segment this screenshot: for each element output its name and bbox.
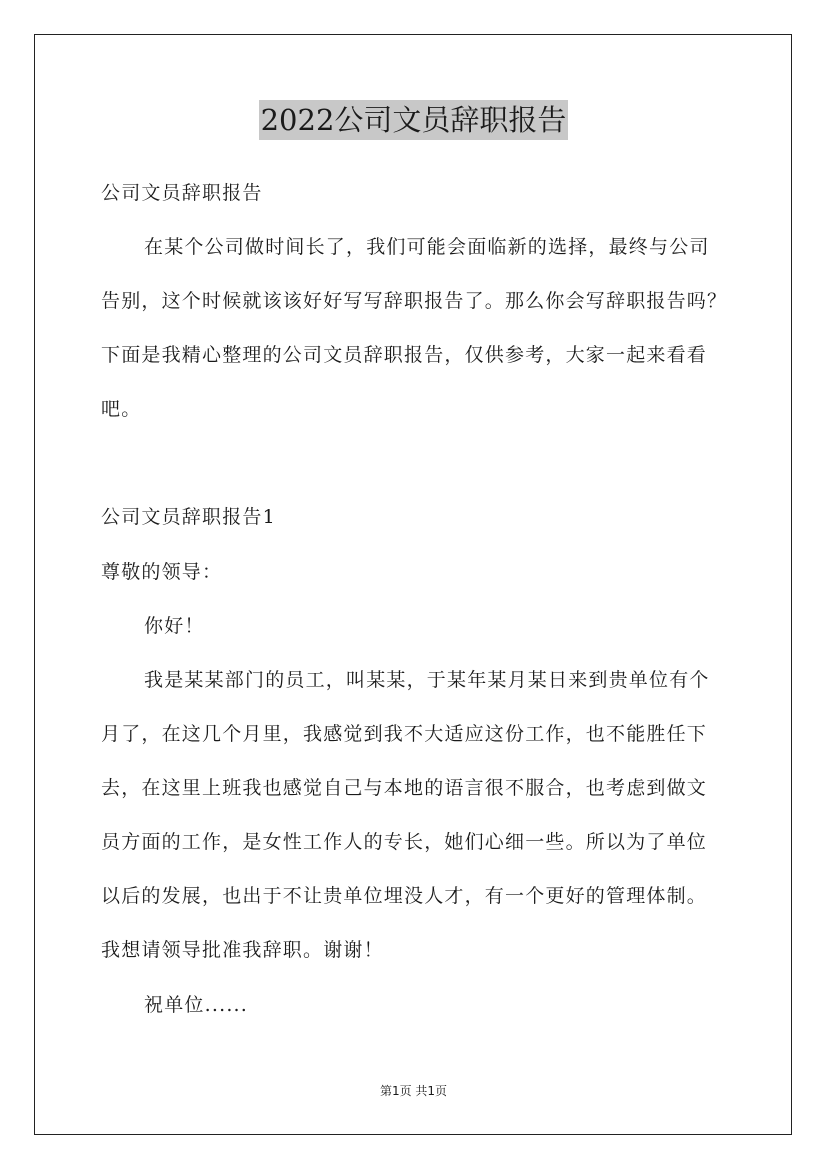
document-subtitle: 公司文员辞职报告: [101, 182, 263, 204]
greeting: 你好！: [144, 615, 205, 637]
body-line-3: 去，在这里上班我也感觉自己与本地的语言很不服合，也考虑到做文: [101, 777, 708, 799]
intro-line-4: 吧。: [101, 398, 142, 420]
closing-line: 祝单位......: [144, 994, 249, 1016]
title-container: [0, 100, 827, 140]
body-line-5: 以后的发展，也出于不让贵单位埋没人才，有一个更好的管理体制。: [101, 885, 708, 907]
intro-line-2: 告别，这个时候就该该好好写写辞职报告了。那么你会写辞职报告吗？: [101, 290, 728, 312]
salutation: 尊敬的领导：: [101, 561, 223, 583]
section-heading: 公司文员辞职报告1: [101, 506, 276, 528]
intro-line-1: 在某个公司做时间长了，我们可能会面临新的选择，最终与公司: [144, 236, 710, 258]
body-line-1: 我是某某部门的员工，叫某某，于某年某月某日来到贵单位有个: [144, 669, 710, 691]
body-line-2: 月了，在这几个月里，我感觉到我不大适应这份工作，也不能胜任下: [101, 723, 708, 745]
page-footer: 第1页 共1页: [379, 1084, 448, 1098]
document-title: 2022公司文员辞职报告: [259, 100, 569, 140]
body-line-6: 我想请领导批准我辞职。谢谢！: [101, 939, 384, 961]
intro-line-3: 下面是我精心整理的公司文员辞职报告，仅供参考，大家一起来看看: [101, 344, 708, 366]
body-line-4: 员方面的工作，是女性工作人的专长，她们心细一些。所以为了单位: [101, 831, 708, 853]
